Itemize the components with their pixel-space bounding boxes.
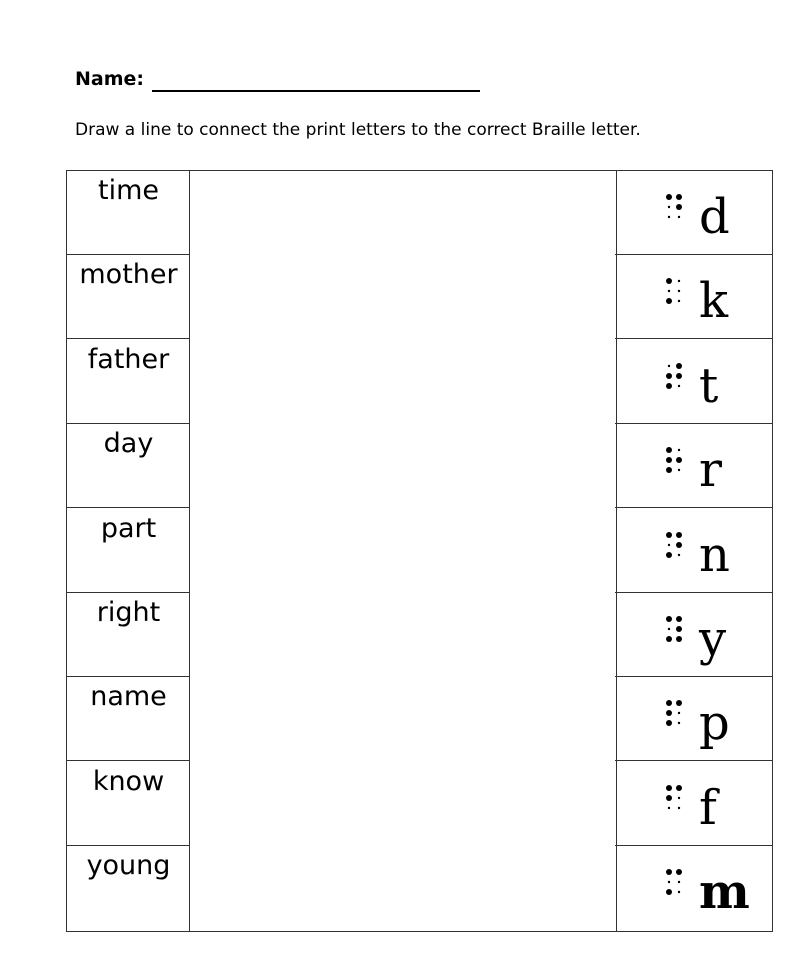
braille-raised-dot [676, 457, 682, 463]
braille-flat-dot [668, 216, 670, 218]
print-letter: d [699, 189, 730, 245]
word-cell-young[interactable]: young [86, 850, 171, 882]
braille-raised-dot [666, 795, 672, 801]
name-field-line[interactable] [152, 90, 480, 92]
print-letter: p [699, 695, 730, 752]
braille-raised-dot [666, 532, 672, 538]
instructions-text: Draw a line to connect the print letters to the correct Braille letter. [75, 120, 641, 140]
braille-raised-dot [666, 785, 672, 791]
braille-raised-dot [666, 298, 672, 304]
braille-raised-dot [676, 700, 682, 706]
print-letter: k [699, 273, 729, 330]
braille-cell-n[interactable] [615, 509, 772, 593]
word-cell-know[interactable]: know [67, 762, 190, 846]
braille-flat-dot [678, 797, 680, 799]
braille-dots-icon [665, 531, 691, 571]
braille-cell-t[interactable] [615, 340, 772, 424]
braille-flat-dot [678, 449, 680, 451]
word-cell-part[interactable]: part [67, 509, 190, 593]
braille-raised-dot [676, 785, 682, 791]
braille-raised-dot [666, 278, 672, 284]
braille-raised-dot [666, 720, 672, 726]
drawing-area[interactable] [189, 170, 617, 932]
braille-dots-icon [665, 784, 691, 824]
braille-raised-dot [676, 204, 682, 210]
braille-flat-dot [668, 365, 670, 367]
braille-raised-dot [666, 636, 672, 642]
word-cell-father[interactable]: father [67, 340, 190, 424]
braille-raised-dot [666, 710, 672, 716]
braille-flat-dot [678, 290, 680, 292]
braille-cell-f[interactable] [615, 762, 772, 846]
word-column [66, 170, 190, 932]
braille-flat-dot [668, 290, 670, 292]
braille-flat-dot [678, 807, 680, 809]
braille-flat-dot [678, 881, 680, 883]
braille-flat-dot [668, 881, 670, 883]
braille-cell-d[interactable] [615, 171, 772, 255]
braille-flat-dot [678, 553, 680, 555]
braille-flat-dot [678, 216, 680, 218]
print-letter: m [699, 864, 750, 921]
word-cell-name[interactable]: name [67, 677, 190, 761]
braille-raised-dot [666, 194, 672, 200]
braille-flat-dot [678, 280, 680, 282]
word-cell-right[interactable]: right [67, 593, 190, 677]
braille-flat-dot [678, 300, 680, 302]
braille-flat-dot [678, 385, 680, 387]
braille-raised-dot [666, 457, 672, 463]
braille-raised-dot [666, 373, 672, 379]
braille-cell-r[interactable] [615, 424, 772, 508]
braille-raised-dot [676, 363, 682, 369]
braille-raised-dot [666, 700, 672, 706]
print-letter: f [699, 779, 717, 836]
print-letter: y [699, 611, 727, 667]
braille-dots-icon [665, 615, 691, 655]
braille-raised-dot [676, 542, 682, 548]
braille-dots-icon [665, 868, 691, 908]
braille-raised-dot [666, 889, 672, 895]
print-letter: t [699, 357, 719, 414]
word-cell-time[interactable]: time [67, 171, 190, 255]
braille-flat-dot [668, 807, 670, 809]
braille-raised-dot [666, 467, 672, 473]
braille-raised-dot [676, 194, 682, 200]
braille-cell-m[interactable] [615, 846, 772, 930]
braille-dots-icon [665, 446, 691, 486]
braille-raised-dot [676, 869, 682, 875]
braille-raised-dot [666, 552, 672, 558]
word-cell-day[interactable]: day [67, 424, 190, 508]
braille-flat-dot [678, 722, 680, 724]
braille-raised-dot [666, 383, 672, 389]
print-letter: r [699, 442, 722, 499]
braille-raised-dot [676, 626, 682, 632]
braille-raised-dot [666, 616, 672, 622]
braille-cell-p[interactable] [615, 677, 772, 761]
braille-dots-icon [665, 362, 691, 402]
braille-raised-dot [676, 616, 682, 622]
braille-flat-dot [678, 891, 680, 893]
braille-dots-icon [665, 193, 691, 233]
braille-column [615, 170, 773, 932]
braille-cell-y[interactable] [615, 593, 772, 677]
braille-flat-dot [678, 712, 680, 714]
word-cell-mother[interactable]: mother [67, 255, 190, 339]
braille-raised-dot [666, 447, 672, 453]
braille-cell-k[interactable] [615, 255, 772, 339]
braille-raised-dot [666, 869, 672, 875]
name-label: Name: [75, 68, 145, 90]
braille-dots-icon [665, 699, 691, 739]
braille-raised-dot [676, 373, 682, 379]
braille-flat-dot [668, 206, 670, 208]
braille-raised-dot [676, 532, 682, 538]
print-letter: n [699, 526, 730, 583]
matching-table [66, 170, 774, 932]
braille-flat-dot [678, 469, 680, 471]
braille-raised-dot [676, 636, 682, 642]
braille-flat-dot [668, 628, 670, 630]
braille-dots-icon [665, 277, 691, 317]
braille-flat-dot [668, 543, 670, 545]
